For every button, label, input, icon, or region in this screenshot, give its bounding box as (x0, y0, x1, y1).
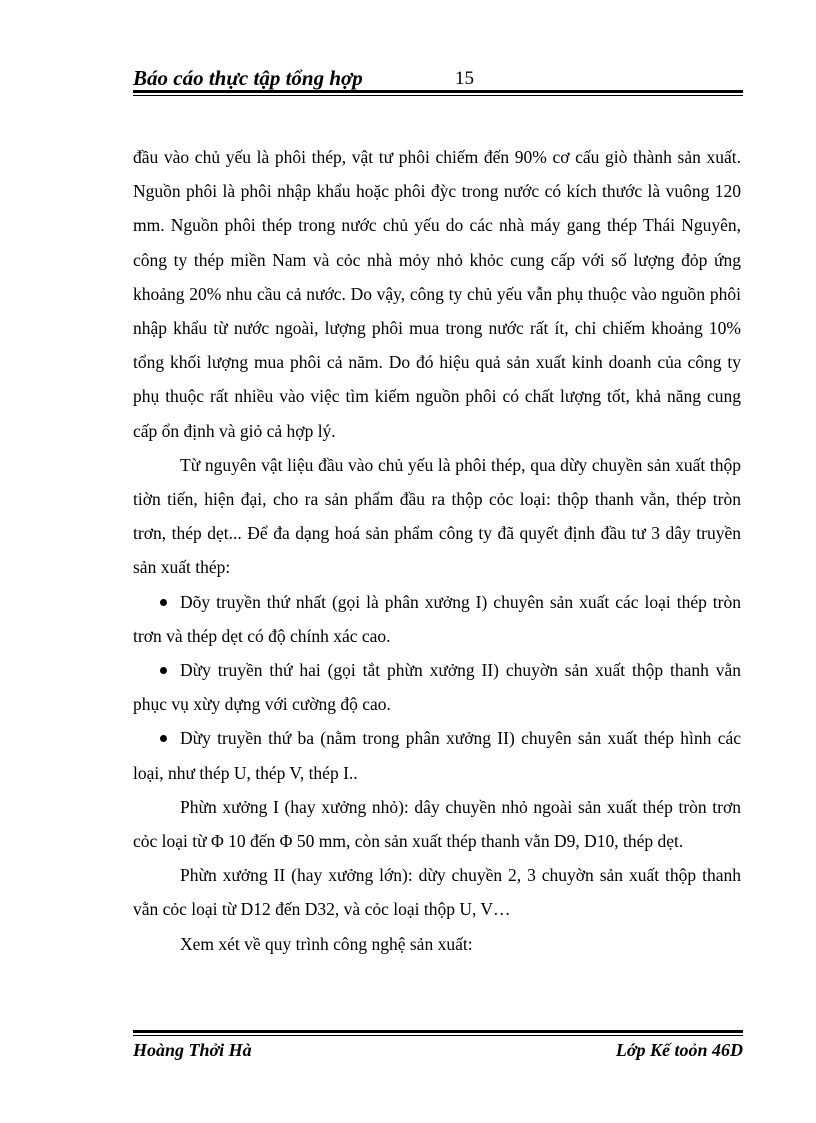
list-item (133, 721, 741, 789)
page-header (133, 64, 743, 98)
header-rule-thick (133, 90, 743, 93)
paragraph-production-lines-intro: Từ nguyên vật liệu đầu vào chủ yếu là phôi thép, qua dừy chuyền sản xuất thộp tiờn tiến, hiện đại, cho ra sản phẩm đầu ra thộp cỏc loại: thộp thanh vằn, thép tròn trơn, thép dẹt... Để đa dạng hoá sản phẩm công ty đã quyết định đầu tư 3 dây truyền sản xuất thép: (133, 454, 741, 578)
list-item-text: Dừy truyền thứ hai (gọi tắt phừn xưởng II) chuyờn sản xuất thộp thanh vằn phục vụ xừy dựng với cường độ cao. (133, 660, 741, 715)
page-body (133, 140, 741, 961)
paragraph-process-intro: Xem xét về quy trình công nghệ sản xuất: (180, 933, 473, 954)
page-footer (133, 1030, 743, 1070)
paragraph-workshop-two: Phừn xưởng II (hay xưởng lớn): dừy chuyền 2, 3 chuyờn sản xuất thộp thanh vằn cỏc loại từ D12 đến D32, và cỏc loại thộp U, V… (133, 865, 741, 920)
bullet-icon (160, 735, 167, 742)
header-rule-thin (133, 95, 743, 96)
bullet-icon (160, 599, 167, 606)
bullet-icon (160, 667, 167, 674)
paragraph-workshop-one: Phừn xưởng I (hay xưởng nhỏ): dây chuyền nhỏ ngoài sản xuất thép tròn trơn cỏc loại từ Φ 10 đến Φ 50 mm, còn sản xuất thép thanh vằn D9, D10, thép dẹt. (133, 796, 741, 852)
footer-author: Hoàng Thởi Hà (133, 1040, 252, 1060)
paragraph-input-materials: đầu vào chủ yếu là phôi thép, vật tư phôi chiếm đến 90% cơ cấu giò thành sản xuất. Nguồn phôi là phôi nhập khẩu hoặc phôi đỳc trong nước có kích thước là vuông 120 mm. Nguồn phôi thép trong nước chủ yếu do các nhà máy gang thép Thái Nguyên, công ty thép miền Nam và cỏc nhà mỏy nhỏ khỏc cung cấp với số lượng đỏp ứng khoảng 20% nhu cầu cả nước. Do vậy, công ty chủ yếu vẫn phụ thuộc vào nguồn phôi nhập khẩu từ nước ngoài, lượng phôi mua trong nước rất ít, chỉ chiếm khoảng 10% tổng khối lượng mua phôi cả năm. Do đó hiệu quả sản xuất kinh doanh của công ty phụ thuộc rất nhiều vào việc tìm kiếm nguồn phôi có chất lượng tốt, khả năng cung cấp ổn định và giỏ cả hợp lý. (133, 147, 741, 441)
footer-rule-thin (133, 1035, 743, 1036)
footer-rule-thick (133, 1030, 743, 1033)
report-title: Báo cáo thực tập tổng hợp (133, 66, 363, 90)
list-item (133, 585, 741, 653)
list-item-text: Dõy truyền thứ nhất (gọi là phân xưởng I) chuyên sản xuất các loại thép tròn trơn và thép dẹt có độ chính xác cao. (133, 591, 741, 646)
page-number: 15 (455, 68, 474, 89)
list-item-text: Dừy truyền thứ ba (nằm trong phân xưởng II) chuyên sản xuất thép hình các loại, như thép U, thép V, thép I.. (133, 728, 741, 783)
footer-class: Lớp Kế toỏn 46D (615, 1040, 743, 1060)
list-item (133, 653, 741, 721)
